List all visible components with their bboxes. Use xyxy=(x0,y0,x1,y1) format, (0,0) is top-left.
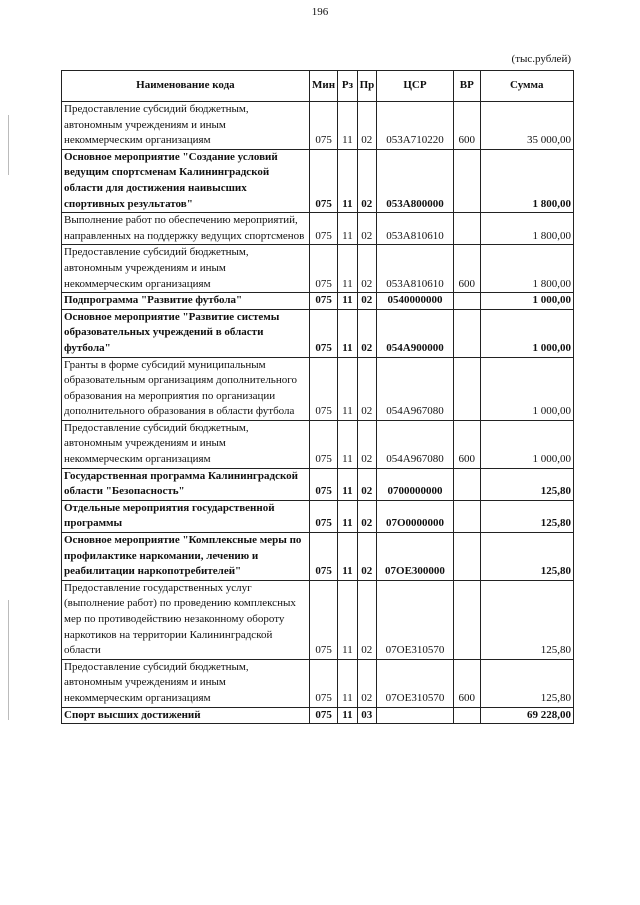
row-csr: 07OE310570 xyxy=(376,659,453,707)
row-rz: 11 xyxy=(338,245,357,293)
row-min: 075 xyxy=(309,420,337,468)
row-min: 075 xyxy=(309,149,337,212)
page-number: 196 xyxy=(311,6,329,18)
row-vr xyxy=(454,533,480,581)
row-vr xyxy=(454,707,480,724)
row-csr: 0700000000 xyxy=(376,468,453,500)
row-sum: 125,80 xyxy=(480,468,574,500)
row-pr: 02 xyxy=(357,357,376,420)
row-rz: 11 xyxy=(338,500,357,532)
row-sum: 1 800,00 xyxy=(480,149,574,212)
row-sum: 69 228,00 xyxy=(480,707,574,724)
row-name: Основное мероприятие "Создание условий ведущим спортсменам Калининградской области для достижения наивысших спортивных результатов" xyxy=(62,149,310,212)
row-name: Государственная программа Калининградской области "Безопасность" xyxy=(62,468,310,500)
row-csr: 053A810610 xyxy=(376,213,453,245)
row-rz: 11 xyxy=(338,420,357,468)
row-csr: 053A810610 xyxy=(376,245,453,293)
header-csr: ЦСР xyxy=(376,71,453,102)
row-name: Отдельные мероприятия государственной программы xyxy=(62,500,310,532)
row-pr: 02 xyxy=(357,245,376,293)
row-rz: 11 xyxy=(338,213,357,245)
row-rz: 11 xyxy=(338,707,357,724)
row-rz: 11 xyxy=(338,533,357,581)
row-name: Предоставление субсидий бюджетным, автономным учреждениям и иным некоммерческим организациям xyxy=(62,245,310,293)
table-row xyxy=(62,659,574,707)
table-row xyxy=(62,533,574,581)
row-csr: 054A967080 xyxy=(376,420,453,468)
row-pr: 03 xyxy=(357,707,376,724)
row-csr: 0540000000 xyxy=(376,293,453,310)
row-sum: 125,80 xyxy=(480,580,574,659)
row-csr: 07OE300000 xyxy=(376,533,453,581)
table-row xyxy=(62,309,574,357)
table-row xyxy=(62,357,574,420)
row-pr: 02 xyxy=(357,468,376,500)
row-csr: 053A800000 xyxy=(376,149,453,212)
row-min: 075 xyxy=(309,500,337,532)
row-min: 075 xyxy=(309,580,337,659)
row-pr: 02 xyxy=(357,309,376,357)
row-vr: 600 xyxy=(454,659,480,707)
row-pr: 02 xyxy=(357,580,376,659)
row-name: Предоставление государственных услуг (выполнение работ) по проведению комплексных мер по противодействию незаконному обороту наркотиков на территории Калининградской области xyxy=(62,580,310,659)
row-min: 075 xyxy=(309,357,337,420)
row-vr xyxy=(454,580,480,659)
row-sum: 125,80 xyxy=(480,659,574,707)
row-name: Выполнение работ по обеспечению мероприятий, направленных на поддержку ведущих спортсменов xyxy=(62,213,310,245)
row-min: 075 xyxy=(309,707,337,724)
scan-mark xyxy=(8,115,9,175)
header-min: Мин xyxy=(309,71,337,102)
row-pr: 02 xyxy=(357,293,376,310)
row-name: Основное мероприятие "Комплексные меры по профилактике наркомании, лечению и реабилитации наркопотребителей" xyxy=(62,533,310,581)
row-pr: 02 xyxy=(357,500,376,532)
header-vr: ВР xyxy=(454,71,480,102)
row-rz: 11 xyxy=(338,309,357,357)
row-sum: 1 000,00 xyxy=(480,420,574,468)
row-vr xyxy=(454,309,480,357)
row-pr: 02 xyxy=(357,102,376,150)
row-name: Основное мероприятие "Развитие системы образовательных учреждений в области футбола" xyxy=(62,309,310,357)
row-pr: 02 xyxy=(357,149,376,212)
table-row xyxy=(62,468,574,500)
header-pr: Пр xyxy=(357,71,376,102)
table-row xyxy=(62,149,574,212)
table-row xyxy=(62,420,574,468)
table-row xyxy=(62,500,574,532)
row-min: 075 xyxy=(309,309,337,357)
row-pr: 02 xyxy=(357,420,376,468)
row-sum: 1 000,00 xyxy=(480,293,574,310)
table-row xyxy=(62,580,574,659)
row-name: Предоставление субсидий бюджетным, автономным учреждениям и иным некоммерческим организациям xyxy=(62,659,310,707)
row-name: Гранты в форме субсидий муниципальным образовательным организациям дополнительного образования на мероприятия по организации дополнительного образования в области футбола xyxy=(62,357,310,420)
row-sum: 35 000,00 xyxy=(480,102,574,150)
row-vr: 600 xyxy=(454,245,480,293)
row-csr: 053A710220 xyxy=(376,102,453,150)
table-row xyxy=(62,245,574,293)
row-vr xyxy=(454,468,480,500)
row-sum: 1 800,00 xyxy=(480,213,574,245)
row-vr xyxy=(454,149,480,212)
header-sum: Сумма xyxy=(480,71,574,102)
row-rz: 11 xyxy=(338,357,357,420)
row-vr xyxy=(454,293,480,310)
row-rz: 11 xyxy=(338,102,357,150)
row-csr: 054A967080 xyxy=(376,357,453,420)
row-csr xyxy=(376,707,453,724)
row-vr xyxy=(454,500,480,532)
row-name: Предоставление субсидий бюджетным, автономным учреждениям и иным некоммерческим организациям xyxy=(62,102,310,150)
table-row xyxy=(62,293,574,310)
table-header-row xyxy=(62,71,574,102)
row-sum: 125,80 xyxy=(480,533,574,581)
row-pr: 02 xyxy=(357,213,376,245)
table-row xyxy=(62,707,574,724)
unit-note: (тыс.рублей) xyxy=(511,53,571,65)
row-sum: 1 800,00 xyxy=(480,245,574,293)
row-csr: 07OE310570 xyxy=(376,580,453,659)
table-row xyxy=(62,102,574,150)
row-vr xyxy=(454,213,480,245)
row-vr: 600 xyxy=(454,420,480,468)
table-row xyxy=(62,213,574,245)
row-sum: 1 000,00 xyxy=(480,309,574,357)
row-min: 075 xyxy=(309,533,337,581)
row-rz: 11 xyxy=(338,468,357,500)
row-sum: 125,80 xyxy=(480,500,574,532)
row-csr: 054A900000 xyxy=(376,309,453,357)
row-rz: 11 xyxy=(338,149,357,212)
row-pr: 02 xyxy=(357,659,376,707)
row-sum: 1 000,00 xyxy=(480,357,574,420)
row-rz: 11 xyxy=(338,580,357,659)
header-rz: Рз xyxy=(338,71,357,102)
row-min: 075 xyxy=(309,245,337,293)
scan-mark xyxy=(8,600,9,720)
header-name: Наименование кода xyxy=(62,71,310,102)
row-rz: 11 xyxy=(338,293,357,310)
row-rz: 11 xyxy=(338,659,357,707)
row-min: 075 xyxy=(309,293,337,310)
row-name: Спорт высших достижений xyxy=(62,707,310,724)
row-pr: 02 xyxy=(357,533,376,581)
row-vr xyxy=(454,357,480,420)
row-min: 075 xyxy=(309,659,337,707)
row-min: 075 xyxy=(309,213,337,245)
row-name: Подпрограмма "Развитие футбола" xyxy=(62,293,310,310)
budget-table xyxy=(61,70,574,724)
row-min: 075 xyxy=(309,468,337,500)
row-name: Предоставление субсидий бюджетным, автономным учреждениям и иным некоммерческим организациям xyxy=(62,420,310,468)
row-min: 075 xyxy=(309,102,337,150)
row-vr: 600 xyxy=(454,102,480,150)
row-csr: 07O0000000 xyxy=(376,500,453,532)
